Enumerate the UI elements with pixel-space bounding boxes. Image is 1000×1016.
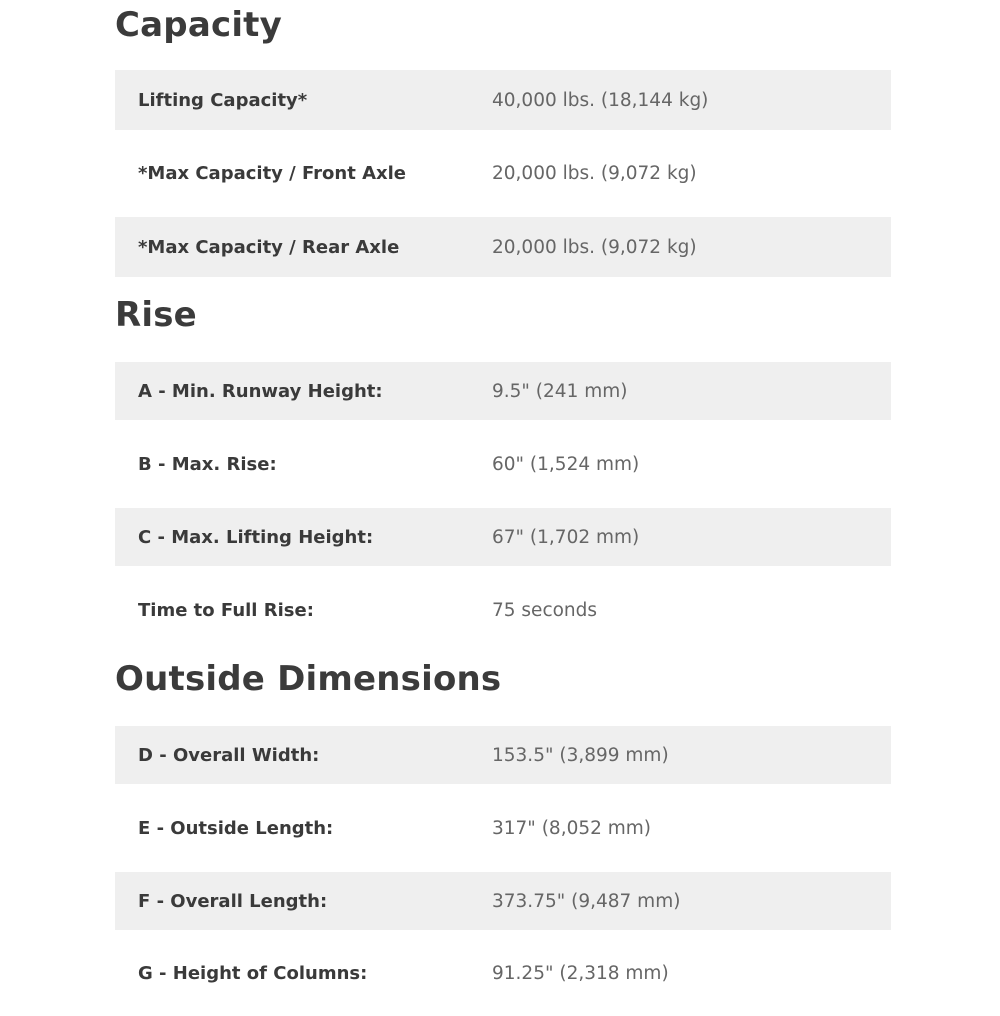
spec-row: [115, 872, 891, 930]
spec-label: Time to Full Rise:: [138, 599, 314, 621]
spec-value: 153.5" (3,899 mm): [492, 744, 669, 766]
spec-row: [115, 784, 891, 872]
spec-label: *Max Capacity / Rear Axle: [138, 236, 400, 258]
section-title-capacity: Capacity: [115, 5, 283, 45]
spec-value: 67" (1,702 mm): [492, 526, 640, 548]
spec-value: 317" (8,052 mm): [492, 817, 652, 839]
spec-value: 373.75" (9,487 mm): [492, 890, 681, 912]
spec-label: A - Min. Runway Height:: [138, 380, 383, 402]
spec-table-outside-dimensions: [115, 726, 891, 1016]
spec-table-capacity: [115, 70, 891, 277]
spec-row: [115, 508, 891, 566]
spec-label: Lifting Capacity*: [138, 89, 308, 111]
spec-label: B - Max. Rise:: [138, 453, 277, 475]
spec-value: 40,000 lbs. (18,144 kg): [492, 89, 709, 111]
spec-row: [115, 362, 891, 420]
spec-row: [115, 130, 891, 217]
spec-value: 20,000 lbs. (9,072 kg): [492, 163, 697, 184]
spec-label: F - Overall Length:: [138, 890, 328, 912]
spec-row: [115, 217, 891, 277]
spec-row: [115, 930, 891, 1016]
spec-table-rise: [115, 362, 891, 654]
section-title-rise: Rise: [115, 295, 197, 335]
spec-value: 91.25" (2,318 mm): [492, 962, 669, 984]
spec-label: G - Height of Columns:: [138, 962, 368, 984]
spec-label: D - Overall Width:: [138, 744, 320, 766]
spec-value: 20,000 lbs. (9,072 kg): [492, 236, 697, 258]
spec-row: [115, 566, 891, 654]
section-title-outside-dimensions: Outside Dimensions: [115, 659, 502, 699]
spec-label: C - Max. Lifting Height:: [138, 526, 374, 548]
spec-label: E - Outside Length:: [138, 817, 334, 839]
spec-row: [115, 726, 891, 784]
spec-row: [115, 70, 891, 130]
spec-value: 75 seconds: [492, 599, 598, 621]
spec-value: 9.5" (241 mm): [492, 380, 628, 402]
spec-value: 60" (1,524 mm): [492, 453, 640, 475]
spec-label: *Max Capacity / Front Axle: [138, 163, 407, 184]
spec-row: [115, 420, 891, 508]
